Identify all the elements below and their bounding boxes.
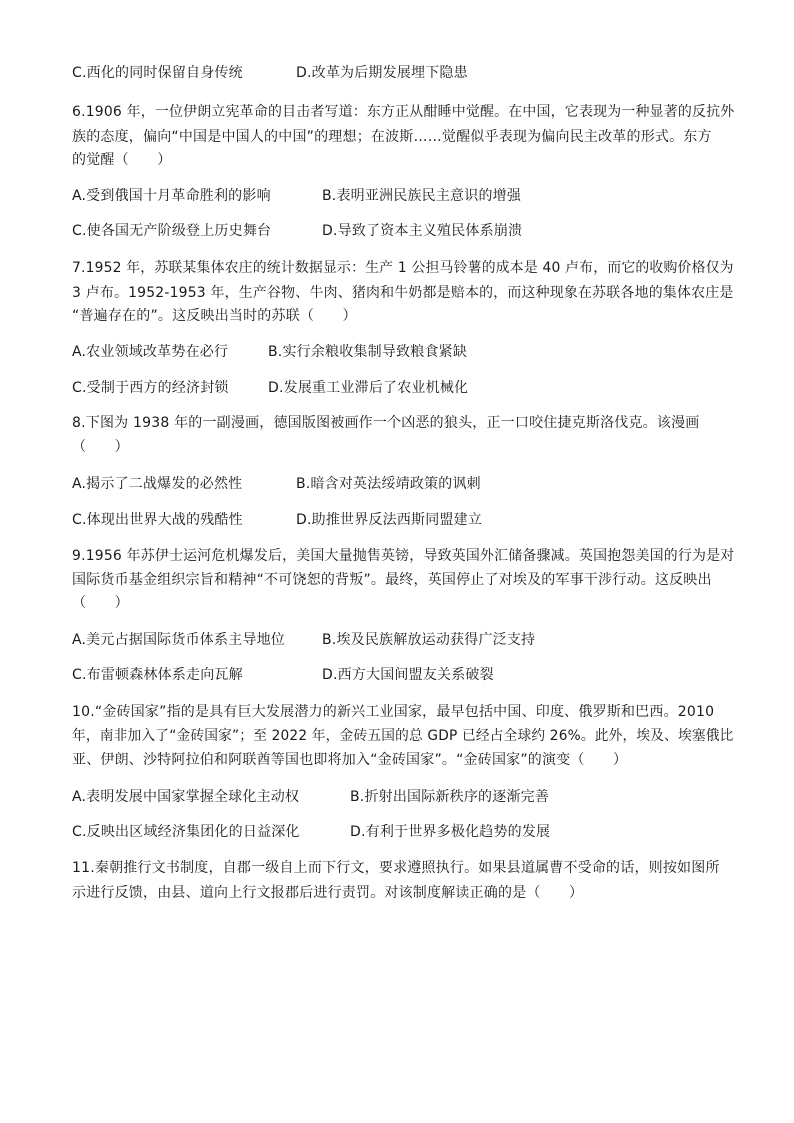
q5-option-d: D.改革为后期发展埋下隐患 <box>296 65 468 81</box>
q9-stem-line-2: 国际货币基金组织宗旨和精神“不可饶恕的背叛”。最终，英国停止了对埃及的军事干涉行动。这反映出 <box>72 572 712 588</box>
q6-option-b: B.表明亚洲民族民主意识的增强 <box>322 188 522 204</box>
q9-option-d: D.西方大国间盟友关系破裂 <box>322 667 494 683</box>
q6-stem-line-2: 族的态度，偏向“中国是中国人的中国”的理想；在波斯……觉醒似乎表现为偏向民主改革的形式。东方 <box>72 129 712 145</box>
q9-option-c: C.布雷顿森林体系走向瓦解 <box>72 667 243 683</box>
q8-option-c: C.体现出世界大战的残酷性 <box>72 512 243 528</box>
q7-option-d: D.发展重工业滞后了农业机械化 <box>268 380 469 396</box>
q11-stem-line-2: 示进行反馈，由县、道向上行文报郡后进行责罚。对该制度解读正确的是（ ） <box>72 885 584 901</box>
q6-stem-line-3: 的觉醒（ ） <box>72 152 172 168</box>
q6-option-c: C.使各国无产阶级登上历史舞台 <box>72 223 272 239</box>
q8-stem-line-1: 8.下图为 1938 年的一副漫画，德国版图被画作一个凶恶的狼头，正一口咬住捷克斯洛伐克。该漫画 <box>72 415 700 431</box>
q10-stem-line-2: 年，南非加入了“金砖国家”；至 2022 年，金砖五国的总 GDP 已经占全球约 26%。此外，埃及、埃塞俄比 <box>72 728 734 744</box>
q6-option-d: D.导致了资本主义殖民体系崩溃 <box>322 223 523 239</box>
q7-option-a: A.农业领域改革势在必行 <box>72 344 229 360</box>
q10-option-c: C.反映出区域经济集团化的日益深化 <box>72 824 300 840</box>
q8-stem-line-2: （ ） <box>72 439 129 455</box>
q9-stem-line-1: 9.1956 年苏伊士运河危机爆发后，美国大量抛售英镑，导致英国外汇储备骤减。英国抱怨美国的行为是对 <box>72 548 735 564</box>
q7-stem-line-1: 7.1952 年，苏联某集体农庄的统计数据显示：生产 1 公担马铃薯的成本是 40 卢布，而它的收购价格仅为 <box>72 260 734 276</box>
q6-stem-line-1: 6.1906 年，一位伊朗立宪革命的目击者写道：东方正从酣睡中觉醒。在中国，它表现为一种显著的反抗外 <box>72 104 735 120</box>
q11-stem-line-1: 11.秦朝推行文书制度，自郡一级自上而下行文，要求遵照执行。如果县道属曹不受命的话，则按如图所 <box>72 860 720 876</box>
q8-option-b: B.暗含对英法绥靖政策的讽刺 <box>296 476 481 492</box>
q7-stem-line-2: 3 卢布。1952-1953 年，生产谷物、牛肉、猪肉和牛奶都是赔本的，而这种现象在苏联各地的集体农庄是 <box>72 285 734 301</box>
q9-stem-line-3: （ ） <box>72 595 129 611</box>
q7-stem-line-3: “普遍存在的”。这反映出当时的苏联（ ） <box>72 308 357 324</box>
q10-stem-line-1: 10.“金砖国家”指的是具有巨大发展潜力的新兴工业国家，最早包括中国、印度、俄罗斯和巴西。2010 <box>72 704 715 720</box>
q8-option-a: A.揭示了二战爆发的必然性 <box>72 476 243 492</box>
q10-option-d: D.有利于世界多极化趋势的发展 <box>350 824 551 840</box>
q8-option-d: D.助推世界反法西斯同盟建立 <box>296 512 483 528</box>
q10-option-a: A.表明发展中国家掌握全球化主动权 <box>72 789 300 805</box>
q7-option-c: C.受制于西方的经济封锁 <box>72 380 229 396</box>
q9-option-a: A.美元占据国际货币体系主导地位 <box>72 632 285 648</box>
q7-option-b: B.实行余粮收集制导致粮食紧缺 <box>268 344 468 360</box>
q9-option-b: B.埃及民族解放运动获得广泛支持 <box>322 632 536 648</box>
q6-option-a: A.受到俄国十月革命胜利的影响 <box>72 188 271 204</box>
q5-option-c: C.西化的同时保留自身传统 <box>72 65 243 81</box>
q10-option-b: B.折射出国际新秩序的逐渐完善 <box>350 789 550 805</box>
q10-stem-line-3: 亚、伊朗、沙特阿拉伯和阿联酋等国也即将加入“金砖国家”。“金砖国家”的演变（ ） <box>72 752 628 768</box>
